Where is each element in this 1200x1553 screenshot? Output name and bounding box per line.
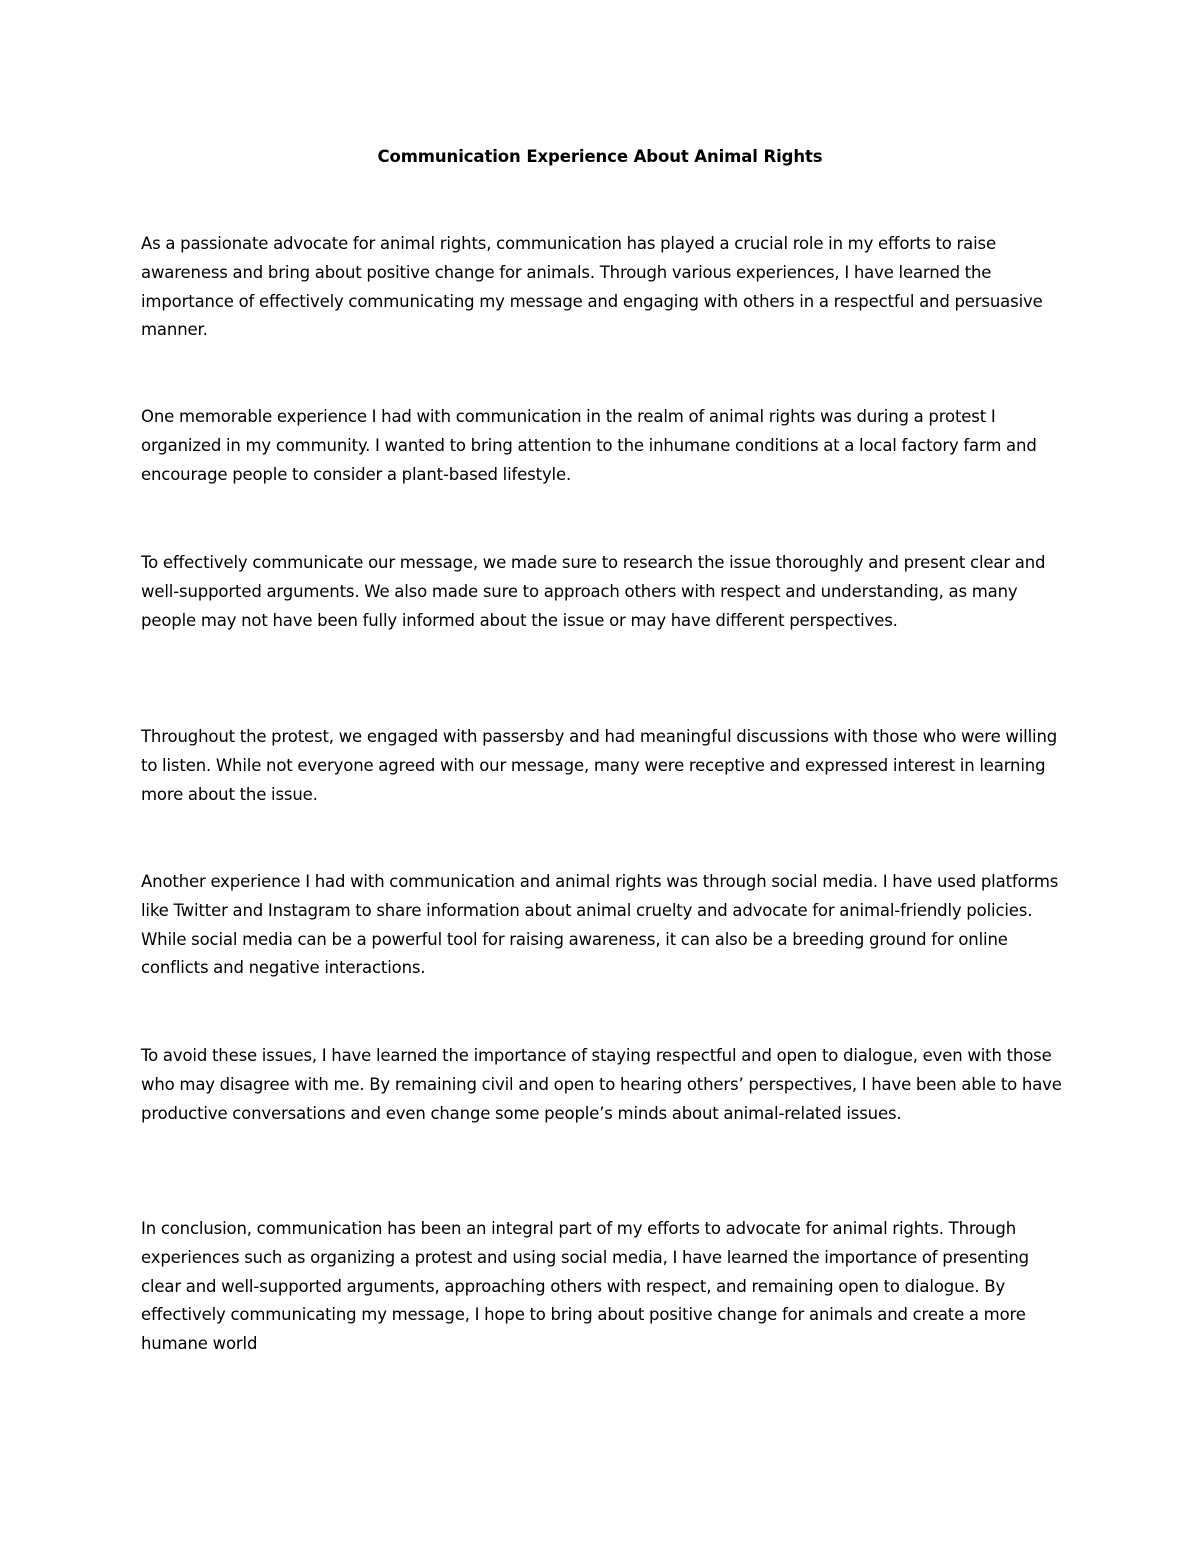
paragraph-protest-engagement: Throughout the protest, we engaged with passersby and had meaningful discussions with those who were willing to listen. While not everyone agreed with our message, many were receptive and expressed interest in learning more about the issue. bbox=[141, 727, 1058, 804]
paragraph-message-approach: To effectively communicate our message, we made sure to research the issue thoroughly and present clear and well-supported arguments. We also made sure to approach others with respect and understanding, as many people may not have been fully informed about the issue or may have different perspectives. bbox=[141, 553, 1046, 630]
paragraph-conclusion: In conclusion, communication has been an integral part of my efforts to advocate for animal rights. Through experiences such as organizing a protest and using social media, I have learned the importance of presenting clear and well-supported arguments, approaching others with respect, and remaining open to dialogue. By effectively communicating my message, I hope to bring about positive change for animals and create a more humane world bbox=[141, 1219, 1029, 1354]
paragraph-intro: As a passionate advocate for animal rights, communication has played a crucial role in my efforts to raise awareness and bring about positive change for animals. Through various experiences, I have learned the importance of effectively communicating my message and engaging with others in a respectful and persuasive manner. bbox=[141, 234, 1043, 340]
document-title: Communication Experience About Animal Rights bbox=[377, 147, 823, 166]
paragraph-protest-experience: One memorable experience I had with communication in the realm of animal rights was during a protest I organized in my community. I wanted to bring attention to the inhumane conditions at a local factory farm and encourage people to consider a plant-based lifestyle. bbox=[141, 407, 1037, 484]
paragraph-social-media: Another experience I had with communication and animal rights was through social media. I have used platforms like Twitter and Instagram to share information about animal cruelty and advocate for animal-friendly policies. While social media can be a powerful tool for raising awareness, it can also be a breeding ground for online conflicts and negative interactions. bbox=[141, 872, 1059, 978]
paragraph-respectful-dialogue: To avoid these issues, I have learned the importance of staying respectful and open to dialogue, even with those who may disagree with me. By remaining civil and open to hearing others’ perspectives, I have been able to have productive conversations and even change some people’s minds about animal-related issues. bbox=[141, 1046, 1062, 1123]
